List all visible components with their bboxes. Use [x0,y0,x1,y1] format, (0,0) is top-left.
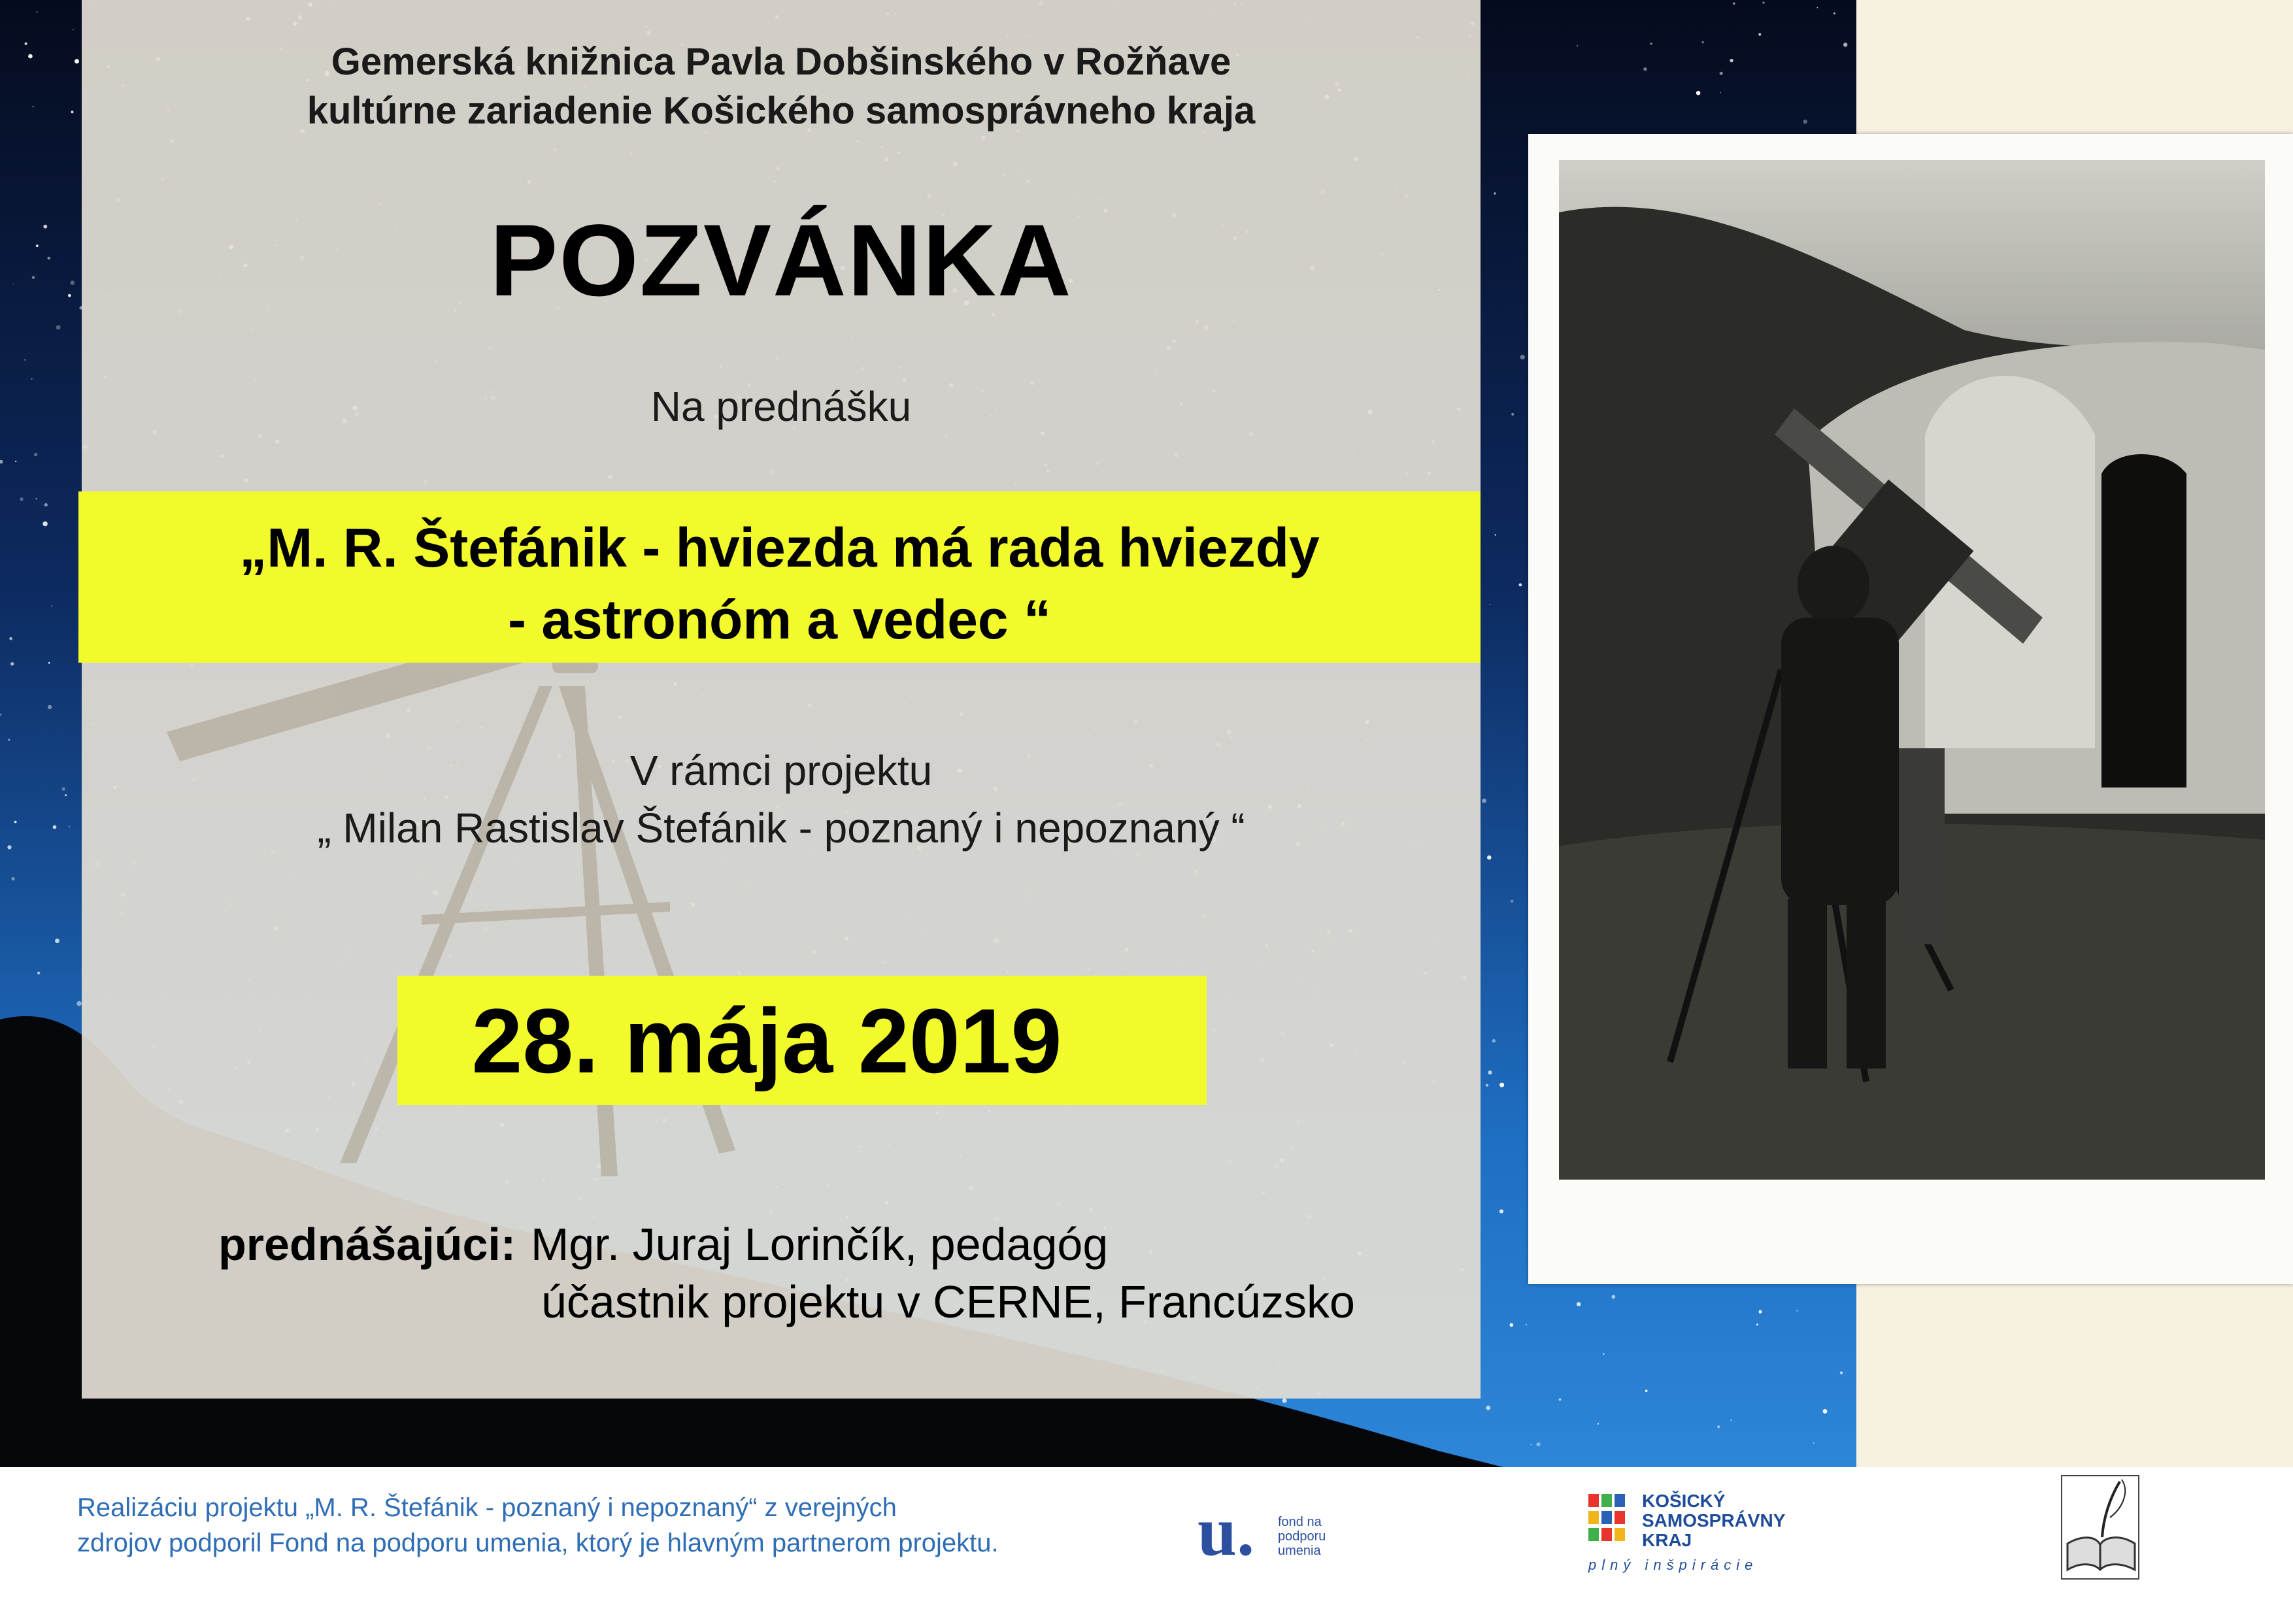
lecture-title-line2: - astronóm a vedec “ [508,589,1051,650]
project-intro: V rámci projektu [629,747,933,794]
footer-text-line1: Realizáciu projektu „M. R. Štefánik - poznaný i nepoznaný“ z verejných [77,1493,897,1522]
invitation-title: POZVÁNKA [490,204,1073,318]
org-name: Gemerská knižnica Pavla Dobšinského v Rožňave [331,41,1231,83]
lecture-title-line1: „M. R. Štefánik - hviezda má rada hviezdy [239,517,1320,578]
ksk-logo-slogan: plný inšpirácie [1588,1557,1758,1573]
ksk-logo-icon [1587,1491,1638,1551]
ksk-logo-line3: KRAJ [1642,1530,1692,1550]
footer-text-line2: zdrojov podporil Fond na podporu umenia, ktorý je hlavným partnerom projektu. [77,1529,999,1557]
historic-telescope-photo [1559,160,2265,1180]
fpu-logo-letter: u. [1197,1493,1255,1570]
lecturer-role: účastnik projektu v CERNE, Francúzsko [541,1276,1355,1327]
project-name: „ Milan Rastislav Štefánik - poznaný i nepoznaný “ [317,804,1245,852]
library-book-icon [2058,1472,2143,1583]
event-date: 28. mája 2019 [471,989,1062,1092]
ksk-logo-line1: KOŠICKÝ [1642,1491,1726,1511]
ksk-logo-text [1642,1491,1785,1550]
lecturer-name: Mgr. Juraj Lorinčík, pedagóg [531,1219,1109,1270]
ksk-logo-line2: SAMOSPRÁVNY [1642,1510,1786,1531]
fpu-logo-text: fond na podporu umenia [1278,1515,1326,1558]
lecturer-label: prednášajúci: [218,1219,516,1270]
invitation-subtitle: Na prednášku [650,383,912,430]
org-description: kultúrne zariadenie Košického samosprávneho kraja [307,90,1256,132]
